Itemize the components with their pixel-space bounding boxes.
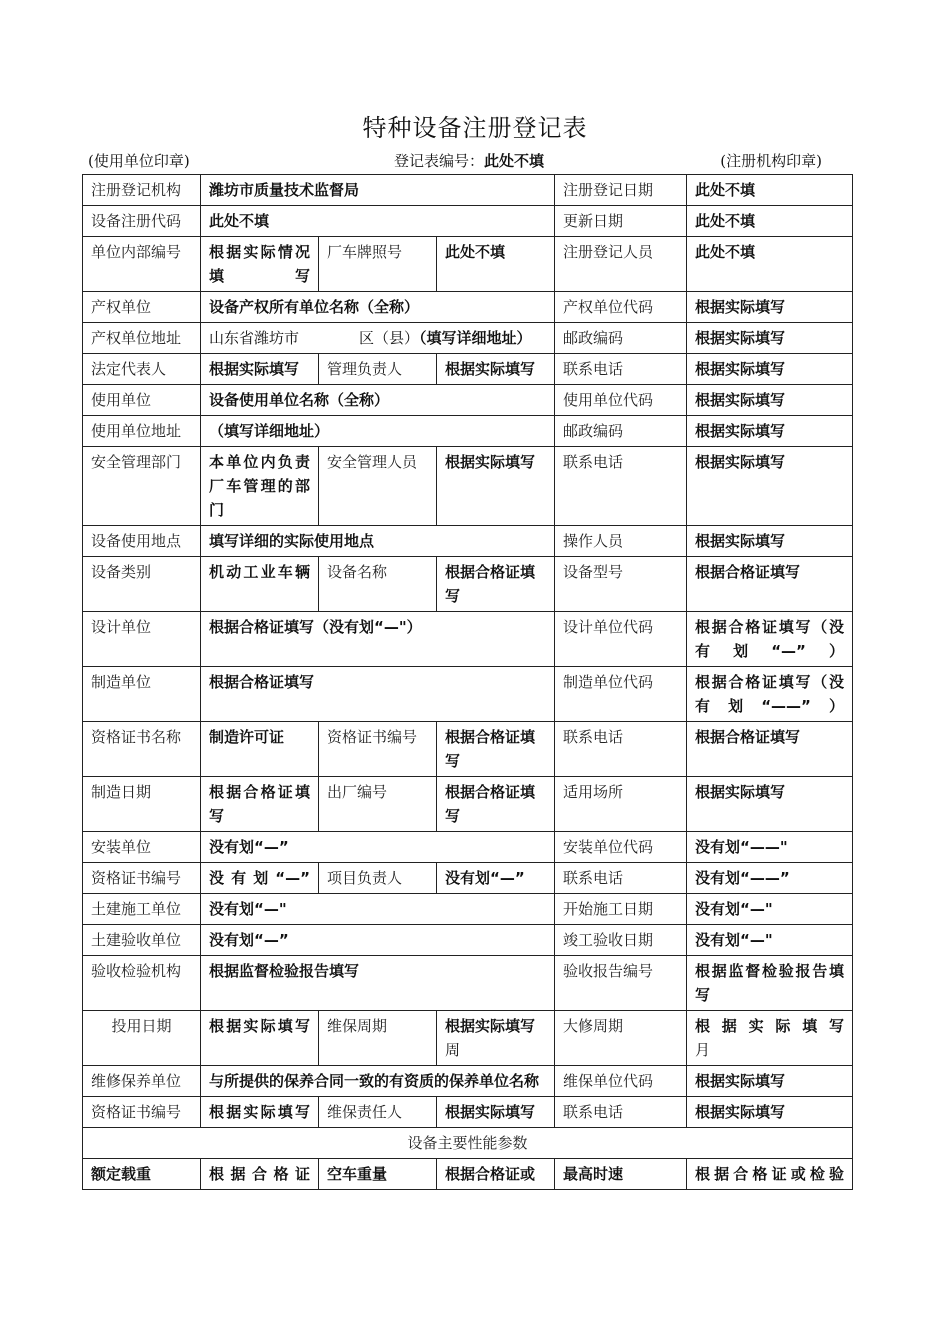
table-label: 项目负责人 xyxy=(319,863,437,894)
table-value: 没有划“—” xyxy=(201,925,555,956)
table-value: 根据实际填写 xyxy=(687,416,853,447)
form-number xyxy=(394,150,544,171)
table-row xyxy=(83,206,853,237)
table-value: 根据合格证填写 xyxy=(687,557,853,612)
table-label: 资格证书名称 xyxy=(83,722,201,777)
table-value: 此处不填 xyxy=(687,206,853,237)
table-label: 验收检验机构 xyxy=(83,956,201,1011)
table-value: 根据实际填写 xyxy=(687,385,853,416)
table-label: 维保责任人 xyxy=(319,1097,437,1128)
table-label: 大修周期 xyxy=(555,1011,687,1066)
table-row xyxy=(83,925,853,956)
table-value: 根据监督检验报告填写 xyxy=(201,956,555,1011)
table-row xyxy=(83,722,853,777)
table-value: 填写详细的实际使用地点 xyxy=(201,526,555,557)
form-header xyxy=(84,150,852,172)
table-label: 产权单位代码 xyxy=(555,292,687,323)
table-row xyxy=(83,354,853,385)
table-value: 根据合格证填写 xyxy=(201,667,555,722)
table-value: 没有划“—” xyxy=(201,863,319,894)
table-label: 使用单位 xyxy=(83,385,201,416)
address-prefix: 山东省潍坊市 区（县） xyxy=(209,329,420,347)
table-value xyxy=(201,323,555,354)
table-label: 设备型号 xyxy=(555,557,687,612)
table-value: 根据实际填写 xyxy=(687,292,853,323)
table-label: 设备名称 xyxy=(319,557,437,612)
table-label: 投用日期 xyxy=(83,1011,201,1066)
table-label: 管理负责人 xyxy=(319,354,437,385)
table-label: 法定代表人 xyxy=(83,354,201,385)
table-label: 注册登记人员 xyxy=(555,237,687,292)
table-label: 空车重量 xyxy=(319,1159,437,1190)
table-label: 制造日期 xyxy=(83,777,201,832)
table-label: 安全管理部门 xyxy=(83,447,201,526)
table-label: 联系电话 xyxy=(555,863,687,894)
table-value: 根据实际填写 xyxy=(687,526,853,557)
table-value: （填写详细地址） xyxy=(201,416,555,447)
table-value: 根据实际填写 xyxy=(201,354,319,385)
table-row xyxy=(83,863,853,894)
table-label: 出厂编号 xyxy=(319,777,437,832)
table-label: 注册登记日期 xyxy=(555,175,687,206)
table-label: 安装单位代码 xyxy=(555,832,687,863)
table-row xyxy=(83,1159,853,1190)
table-label: 土建施工单位 xyxy=(83,894,201,925)
table-value: 根据合格证或检验 xyxy=(687,1159,853,1190)
table-value: 此处不填 xyxy=(687,175,853,206)
table-row xyxy=(83,1066,853,1097)
user-unit-seal-label: (使用单位印章) xyxy=(88,152,190,170)
table-label: 制造单位 xyxy=(83,667,201,722)
table-value: 没有划“——” xyxy=(687,863,853,894)
table-label: 厂车牌照号 xyxy=(319,237,437,292)
table-label: 维修保养单位 xyxy=(83,1066,201,1097)
table-label: 开始施工日期 xyxy=(555,894,687,925)
table-row xyxy=(83,237,853,292)
table-label: 设计单位代码 xyxy=(555,612,687,667)
table-label: 制造单位代码 xyxy=(555,667,687,722)
table-row xyxy=(83,612,853,667)
table-value: 根据合格证填写 xyxy=(437,722,555,777)
table-value: 此处不填 xyxy=(201,206,555,237)
table-label: 注册登记机构 xyxy=(83,175,201,206)
table-value: 此处不填 xyxy=(687,237,853,292)
section-title: 设备主要性能参数 xyxy=(83,1128,853,1159)
table-value: 设备使用单位名称（全称） xyxy=(201,385,555,416)
table-label: 邮政编码 xyxy=(555,416,687,447)
table-value: 根据实际填写 xyxy=(201,1097,319,1128)
registry-seal-label: (注册机构印章) xyxy=(720,152,822,170)
table-value: 没有划“——" xyxy=(687,832,853,863)
table-label: 土建验收单位 xyxy=(83,925,201,956)
table-value: 根据实际填写 xyxy=(687,1066,853,1097)
table-value: 根据实际填写 xyxy=(687,323,853,354)
table-row xyxy=(83,1097,853,1128)
table-value: 根据实际情况填写 xyxy=(201,237,319,292)
table-value: 根据实际填写 xyxy=(687,447,853,526)
table-label: 联系电话 xyxy=(555,722,687,777)
table-value: 根据合格证或 xyxy=(437,1159,555,1190)
table-row xyxy=(83,175,853,206)
section-header-row xyxy=(83,1128,853,1159)
table-value: 此处不填 xyxy=(437,237,555,292)
table-value: 根据合格证填写 xyxy=(687,722,853,777)
table-label: 资格证书编号 xyxy=(83,1097,201,1128)
table-value: 根据合格证填写 xyxy=(437,557,555,612)
table-value: 机动工业车辆 xyxy=(201,557,319,612)
table-value: 根据合格证填写（没有划“—”） xyxy=(687,612,853,667)
table-label: 设备使用地点 xyxy=(83,526,201,557)
table-value: 没有划“—" xyxy=(201,894,555,925)
table-row xyxy=(83,1011,853,1066)
table-value xyxy=(687,1011,853,1066)
table-row xyxy=(83,667,853,722)
table-label: 单位内部编号 xyxy=(83,237,201,292)
table-value xyxy=(437,1011,555,1066)
table-row xyxy=(83,416,853,447)
table-row xyxy=(83,894,853,925)
table-label: 安全管理人员 xyxy=(319,447,437,526)
table-value: 根据实际填写 xyxy=(687,1097,853,1128)
table-row xyxy=(83,447,853,526)
table-label: 安装单位 xyxy=(83,832,201,863)
table-value: 根据实际填写 xyxy=(437,447,555,526)
table-value: 根据合格证填写（没有划“—"） xyxy=(201,612,555,667)
table-label: 竣工验收日期 xyxy=(555,925,687,956)
registration-table xyxy=(82,174,853,1190)
table-row xyxy=(83,292,853,323)
table-value: 根据合格证填写 xyxy=(201,777,319,832)
table-row xyxy=(83,526,853,557)
table-value: 根据实际填写 xyxy=(437,354,555,385)
form-number-label: 登记表编号： xyxy=(394,152,485,170)
table-label: 维保单位代码 xyxy=(555,1066,687,1097)
maintenance-cycle-value: 根据实际填写 xyxy=(445,1017,536,1035)
table-value: 根据实际填写 xyxy=(687,354,853,385)
table-label: 适用场所 xyxy=(555,777,687,832)
table-row xyxy=(83,777,853,832)
table-label: 资格证书编号 xyxy=(319,722,437,777)
address-note: （填写详细地址） xyxy=(419,329,532,347)
table-row xyxy=(83,956,853,1011)
table-value: 根据实际填写 xyxy=(201,1011,319,1066)
table-value: 没有划“—" xyxy=(687,925,853,956)
table-label: 维保周期 xyxy=(319,1011,437,1066)
table-value: 设备产权所有单位名称（全称） xyxy=(201,292,555,323)
table-label: 联系电话 xyxy=(555,447,687,526)
table-label: 产权单位 xyxy=(83,292,201,323)
overhaul-cycle-value: 根据实际填写 xyxy=(695,1017,844,1035)
table-label: 操作人员 xyxy=(555,526,687,557)
table-label: 设备类别 xyxy=(83,557,201,612)
form-title: 特种设备注册登记表 xyxy=(362,114,588,142)
table-value: 与所提供的保养合同一致的有资质的保养单位名称 xyxy=(201,1066,555,1097)
overhaul-cycle-unit: 月 xyxy=(695,1041,711,1059)
table-label: 邮政编码 xyxy=(555,323,687,354)
table-label: 更新日期 xyxy=(555,206,687,237)
table-row xyxy=(83,385,853,416)
table-label: 联系电话 xyxy=(555,354,687,385)
table-label: 最高时速 xyxy=(555,1159,687,1190)
table-label: 使用单位代码 xyxy=(555,385,687,416)
table-value: 根据实际填写 xyxy=(687,777,853,832)
table-value: 制造许可证 xyxy=(201,722,319,777)
table-value: 没有划“—” xyxy=(437,863,555,894)
table-row xyxy=(83,323,853,354)
table-label: 设计单位 xyxy=(83,612,201,667)
table-label: 设备注册代码 xyxy=(83,206,201,237)
form-number-value: 此处不填 xyxy=(484,152,545,170)
table-value: 根据合格证填写（没有划“——”） xyxy=(687,667,853,722)
table-value: 没有划“—” xyxy=(201,832,555,863)
table-label: 资格证书编号 xyxy=(83,863,201,894)
table-label: 验收报告编号 xyxy=(555,956,687,1011)
table-value: 根据实际填写 xyxy=(437,1097,555,1128)
table-label: 联系电话 xyxy=(555,1097,687,1128)
table-row xyxy=(83,832,853,863)
table-value: 潍坊市质量技术监督局 xyxy=(201,175,555,206)
table-value: 根据合格证填写 xyxy=(437,777,555,832)
table-value: 根据合格证 xyxy=(201,1159,319,1190)
table-value: 本单位内负责厂车管理的部门 xyxy=(201,447,319,526)
table-row xyxy=(83,557,853,612)
table-label: 产权单位地址 xyxy=(83,323,201,354)
table-label: 使用单位地址 xyxy=(83,416,201,447)
maintenance-cycle-unit: 周 xyxy=(445,1041,461,1059)
table-label: 额定载重 xyxy=(83,1159,201,1190)
table-value: 没有划“—" xyxy=(687,894,853,925)
table-value: 根据监督检验报告填写 xyxy=(687,956,853,1011)
